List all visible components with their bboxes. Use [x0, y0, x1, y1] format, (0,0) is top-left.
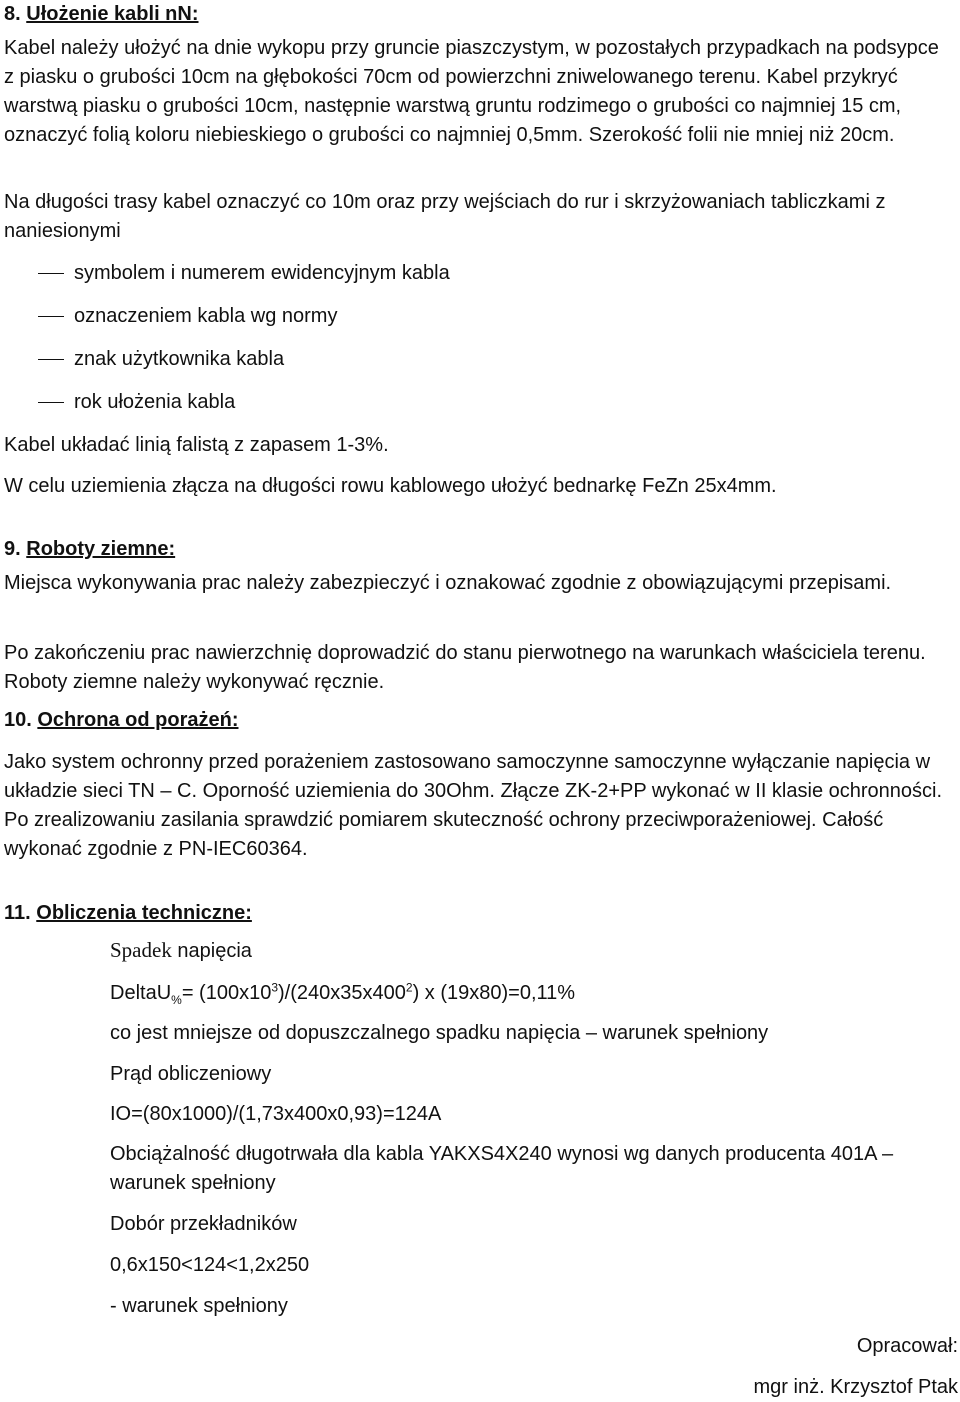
calc-current-formula: IO=(80x1000)/(1,73x400x0,93)=124A — [110, 1103, 442, 1125]
section-11-number: 11. — [4, 902, 37, 924]
calc-ampacity: Obciążalność długotrwała dla kabla YAKXS4X240 wynosi wg danych producenta 401A – warunek spełniony — [110, 1143, 894, 1194]
section-9-number: 9. — [4, 538, 27, 560]
section-10-text-a: Jako system ochronny przed porażeniem zastosowano samoczynne samoczynne wyłączanie napięcia w układzie sieci TN – C. — [4, 751, 931, 802]
list-item: symbolem i numerem ewidencyjnym kabla — [74, 262, 450, 284]
formula-part: )/(240x35x400 — [278, 982, 406, 1004]
calc-conclusion-1: co jest mniejsze od dopuszczalnego spadku napięcia – warunek spełniony — [110, 1022, 769, 1044]
formula-subscript: % — [171, 993, 182, 1007]
section-10-number: 10. — [4, 709, 38, 731]
calc-voltage-drop-label — [110, 936, 952, 966]
section-8-heading — [4, 0, 952, 29]
section-10-text-b: Oporność uziemienia do 30Ohm. Złącze ZK-2+PP wykonać w II klasie ochronności. Po zrealizowaniu zasilania sprawdzić pomiarem skuteczność ochrony przeciwporażeniowej. Całość wykonać zgodnie z PN-IEC60364. — [4, 780, 943, 860]
section-8-paragraph-4: W celu uziemienia złącza na długości rowu kablowego ułożyć bednarkę FeZn 25x4mm. — [4, 475, 777, 497]
section-9-heading — [4, 535, 952, 564]
section-10-paragraph — [4, 748, 952, 864]
calc-transformer-label: Dobór przekładników — [110, 1213, 297, 1235]
list-dash — [38, 316, 64, 317]
calc-current-label: Prąd obliczeniowy — [110, 1063, 272, 1085]
list-dash — [38, 273, 64, 274]
section-10-heading — [4, 706, 952, 735]
calc-spadek-word: Spadek — [110, 938, 172, 962]
section-8-paragraph-1: Kabel należy ułożyć na dnie wykopu przy gruncie piaszczystym, w pozostałych przypadkach na podsypce z piasku o grubości 10cm na głębokości 70cm od powierzchni zniwelowanego terenu. Kabel przykryć warstwą piasku o grubości 10cm, następnie warstwą gruntu rodzimego o grubości co najmniej 15 cm, oznaczyć folią koloru niebieskiego o grubości co najmniej 0,5mm. Szerokość folii nie mniej niż 20cm. — [4, 37, 939, 146]
section-8-number: 8. — [4, 3, 27, 25]
list-item: znak użytkownika kabla — [74, 348, 285, 370]
section-11-heading — [4, 899, 952, 928]
calc-transformer-formula: 0,6x150<124<1,2x250 — [110, 1254, 310, 1276]
section-8-title: Ułożenie kabli nN: — [26, 3, 199, 25]
calc-delta-formula — [110, 979, 952, 1008]
calc-spadek-rest: napięcia — [171, 940, 252, 962]
author-name: mgr inż. Krzysztof Ptak — [753, 1376, 958, 1398]
list-dash — [38, 402, 64, 403]
section-10-title: Ochrona od porażeń: — [37, 709, 239, 731]
calc-conclusion-2: - warunek spełniony — [110, 1295, 288, 1317]
formula-superscript: 3 — [271, 980, 279, 995]
section-8-paragraph-3: Kabel układać linią falistą z zapasem 1-3%. — [4, 434, 389, 456]
list-item: rok ułożenia kabla — [74, 391, 236, 413]
formula-superscript: 2 — [405, 980, 413, 995]
formula-part: DeltaU — [110, 982, 172, 1004]
section-9-title: Roboty ziemne: — [26, 538, 176, 560]
section-8-paragraph-2: Na długości trasy kabel oznaczyć co 10m oraz przy wejściach do rur i skrzyżowaniach tabliczkami z naniesionymi — [4, 191, 886, 242]
list-dash — [38, 359, 64, 360]
formula-part: = (100x10 — [181, 982, 272, 1004]
formula-part: ) x (19x80)=0,11% — [412, 982, 576, 1004]
prepared-by-label: Opracował: — [856, 1335, 958, 1357]
section-11-title: Obliczenia techniczne: — [36, 902, 252, 924]
section-9-paragraph-2: Po zakończeniu prac nawierzchnię doprowadzić do stanu pierwotnego na warunkach właściciela terenu. Roboty ziemne należy wykonywać ręcznie. — [4, 642, 926, 693]
list-item: oznaczeniem kabla wg normy — [74, 305, 338, 327]
section-9-paragraph-1: Miejsca wykonywania prac należy zabezpieczyć i oznakować zgodnie z obowiązującymi przepisami. — [4, 572, 892, 594]
